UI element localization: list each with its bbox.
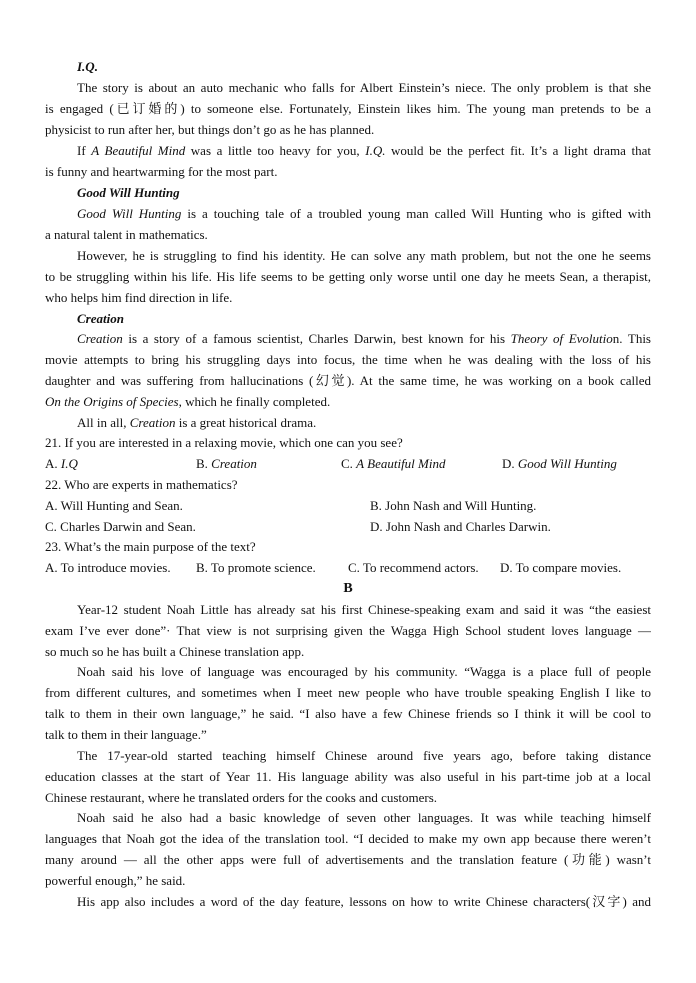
- b-p1-line3: so much so he has built a Chinese translation app.: [45, 644, 305, 659]
- b-p4-line1: Noah said he also had a basic knowledge of seven other languages. It was while teaching himself: [77, 810, 651, 825]
- q22-stem: 22. Who are experts in mathematics?: [45, 477, 238, 492]
- q21-option-c: C. A Beautiful Mind: [341, 456, 446, 471]
- gwh-heading: Good Will Hunting: [77, 185, 180, 200]
- q21-option-a: A. I.Q: [45, 456, 78, 471]
- b-p2-line1: Noah said his love of language was encouraged by his community. “Wagga is a place full of people: [77, 664, 651, 679]
- b-p1-line1: Year-12 student Noah Little has already sat his first Chinese-speaking exam and said it was “the easiest: [77, 602, 651, 617]
- b-p3-line2: education classes at the start of Year 11. His language ability was also useful in his part-time job at a local: [45, 769, 651, 784]
- iq-heading: I.Q.: [77, 59, 98, 74]
- b-p1-line2: exam I’ve ever done”· That view is not surprising given the Wagga High School student loves language —: [45, 623, 651, 638]
- b-p5-line1: His app also includes a word of the day feature, lessons on how to write Chinese characters(汉字) and: [77, 894, 651, 909]
- creation-p2: All in all, Creation is a great historical drama.: [77, 415, 317, 430]
- title-origins-of-species: On the Origins of Species: [45, 394, 179, 409]
- q21-option-d: D. Good Will Hunting: [502, 456, 617, 471]
- q22-option-d: D. John Nash and Charles Darwin.: [370, 519, 551, 534]
- b-p2-line4: talk to them in their language.”: [45, 727, 207, 742]
- b-p2-line2: from different cultures, and sometimes when I meet new people who have trouble speaking English I like to: [45, 685, 651, 700]
- b-p4-line4: powerful enough,” he said.: [45, 873, 186, 888]
- title-creation: Creation: [77, 331, 123, 346]
- q21-option-b: B. Creation: [196, 456, 257, 471]
- gwh-p2-line1: However, he is struggling to find his identity. He can solve any math problem, but not the one he seems: [77, 248, 651, 263]
- title-theory-of-evolution: Theory of Evolutio: [510, 331, 613, 346]
- gwh-p1-line2: a natural talent in mathematics.: [45, 227, 208, 242]
- gwh-p2-line2: to be struggling within his life. His life seems to be getting only worse until one day he meets Sean, a therapist,: [45, 269, 651, 284]
- title-a-beautiful-mind: A Beautiful Mind: [91, 143, 186, 158]
- q23-option-c: C. To recommend actors.: [348, 560, 479, 575]
- q21-stem: 21. If you are interested in a relaxing movie, which one can you see?: [45, 435, 403, 450]
- iq-p1-line1: The story is about an auto mechanic who falls for Albert Einstein’s niece. The only problem is that she: [77, 80, 651, 95]
- b-p4-line2: languages that Noah got the idea of the translation tool. “I decided to make my own app because there weren’t: [45, 831, 651, 846]
- iq-p1-line2: is engaged (已订婚的) to someone else. Fortunately, Einstein likes him. The young man pretends to be a: [45, 101, 651, 116]
- b-p4-line3: many around — all the other apps were full of advertisements and the translation feature (功能) wasn’t: [45, 852, 651, 867]
- creation-p1-line1: Creation is a story of a famous scientist, Charles Darwin, best known for his Theory of Evolution. This: [77, 331, 651, 346]
- q22-option-a: A. Will Hunting and Sean.: [45, 498, 183, 513]
- q23-option-d: D. To compare movies.: [500, 560, 622, 575]
- creation-heading: Creation: [77, 311, 124, 326]
- iq-p2-line2: is funny and heartwarming for the most part.: [45, 164, 278, 179]
- b-p3-line3: Chinese restaurant, where he translated orders for the cooks and customers.: [45, 790, 438, 805]
- iq-p2-line1: If A Beautiful Mind was a little too heavy for you, I.Q. would be the perfect fit. It’s a light drama that: [77, 143, 651, 158]
- section-b-heading: B: [343, 581, 353, 596]
- iq-p1-line3: physicist to run after her, but things don’t go as he has planned.: [45, 122, 375, 137]
- gwh-p1-line1: Good Will Hunting is a touching tale of a troubled young man called Will Hunting who is gifted with: [77, 206, 651, 221]
- q23-option-b: B. To promote science.: [196, 560, 316, 575]
- title-good-will-hunting: Good Will Hunting: [77, 206, 182, 221]
- b-p2-line3: talk to them in their own language,” he said. “I also have a few Chinese friends so I think it will be cool to: [45, 706, 651, 721]
- q23-option-a: A. To introduce movies.: [45, 560, 171, 575]
- creation-p1-line4: On the Origins of Species, which he finally completed.: [45, 394, 331, 409]
- gwh-p2-line3: who helps him find direction in life.: [45, 290, 233, 305]
- q22-option-c: C. Charles Darwin and Sean.: [45, 519, 196, 534]
- q22-option-b: B. John Nash and Will Hunting.: [370, 498, 537, 513]
- b-p3-line1: The 17-year-old started teaching himself Chinese around five years ago, before taking distance: [77, 748, 651, 763]
- q23-stem: 23. What’s the main purpose of the text?: [45, 539, 256, 554]
- creation-p1-line2: movie attempts to bring his struggling days into focus, the time when he was dealing with the loss of his: [45, 352, 651, 367]
- title-iq: I.Q.: [365, 143, 386, 158]
- creation-p1-line3: daughter and was suffering from hallucinations (幻觉). At the same time, he was working on a book called: [45, 373, 651, 388]
